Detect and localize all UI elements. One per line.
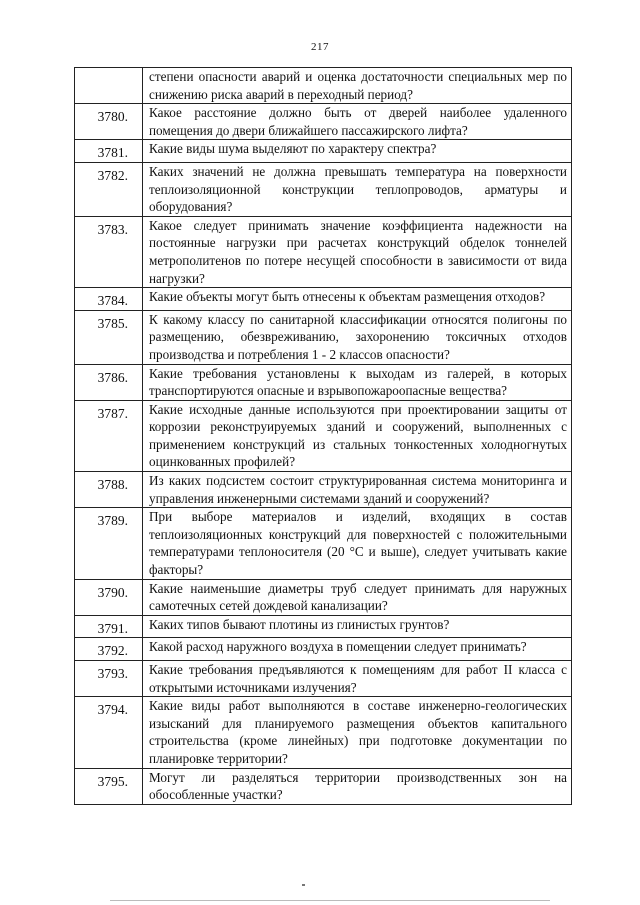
question-number: 3788. bbox=[75, 472, 143, 508]
question-row bbox=[75, 216, 572, 287]
page-edge-line bbox=[110, 900, 550, 901]
question-row bbox=[75, 472, 572, 508]
question-row bbox=[75, 638, 572, 661]
question-text: Какие требования установлены к выходам из галерей, в которых транспортируются опасные и взрывопожароопасные вещества? bbox=[143, 364, 572, 400]
question-text: Какие наименьшие диаметры труб следует принимать для наружных самотечных сетей дождевой канализации? bbox=[143, 579, 572, 615]
question-number: 3790. bbox=[75, 579, 143, 615]
question-row bbox=[75, 310, 572, 364]
question-row bbox=[75, 661, 572, 697]
question-row bbox=[75, 104, 572, 140]
question-text: Какие объекты могут быть отнесены к объектам размещения отходов? bbox=[143, 288, 572, 311]
question-number: 3791. bbox=[75, 615, 143, 638]
question-number: 3785. bbox=[75, 310, 143, 364]
question-text: К какому классу по санитарной классификации относятся полигоны по размещению, обезвреживанию, захоронению токсичных отходов производства и потребления 1 - 2 классов опасности? bbox=[143, 310, 572, 364]
page-number: 217 bbox=[311, 41, 329, 53]
question-row bbox=[75, 162, 572, 216]
scan-mark bbox=[302, 884, 305, 886]
question-number: 3783. bbox=[75, 216, 143, 287]
question-text: Какие требования предъявляются к помещениям для работ II класса с открытыми источниками излучения? bbox=[143, 661, 572, 697]
question-row bbox=[75, 508, 572, 579]
questions-table bbox=[74, 67, 572, 805]
question-row bbox=[75, 768, 572, 804]
question-row bbox=[75, 140, 572, 163]
question-text: Какое следует принимать значение коэффициента надежности на постоянные нагрузки при расчетах конструкций обделок тоннелей метрополитенов по потере несущей способности в зависимости от вида нагрузки? bbox=[143, 216, 572, 287]
question-text: степени опасности аварий и оценка достаточности специальных мер по снижению риска аварий в переходный период? bbox=[143, 68, 572, 104]
question-number: 3780. bbox=[75, 104, 143, 140]
question-row bbox=[75, 364, 572, 400]
question-row bbox=[75, 288, 572, 311]
question-number bbox=[75, 68, 143, 104]
question-text: Могут ли разделяться территории производственных зон на обособленные участки? bbox=[143, 768, 572, 804]
question-number: 3794. bbox=[75, 697, 143, 768]
question-number: 3789. bbox=[75, 508, 143, 579]
question-number: 3786. bbox=[75, 364, 143, 400]
question-text: Какие виды шума выделяют по характеру спектра? bbox=[143, 140, 572, 163]
question-number: 3781. bbox=[75, 140, 143, 163]
question-text: Какое расстояние должно быть от дверей наиболее удаленного помещения до двери ближайшего пассажирского лифта? bbox=[143, 104, 572, 140]
question-text: Какие виды работ выполняются в составе инженерно-геологических изысканий для планируемого размещения объектов капитального строительства (кроме линейных) при подготовке документации по планировке территории? bbox=[143, 697, 572, 768]
question-text: Какой расход наружного воздуха в помещении следует принимать? bbox=[143, 638, 572, 661]
question-text: Каких значений не должна превышать температура на поверхности теплоизоляционной конструкции теплопроводов, арматуры и оборудования? bbox=[143, 162, 572, 216]
question-text: Какие исходные данные используются при проектировании защиты от коррозии реконструируемых зданий и сооружений, выполненных с применением конструкций из стальных тонкостенных холодногнутых оцинкованных профилей? bbox=[143, 400, 572, 471]
question-text: При выборе материалов и изделий, входящих в состав теплоизоляционных конструкций для поверхностей с положительными температурами теплоносителя (20 °С и выше), следует учитывать какие факторы? bbox=[143, 508, 572, 579]
question-number: 3787. bbox=[75, 400, 143, 471]
question-row bbox=[75, 400, 572, 471]
question-row bbox=[75, 615, 572, 638]
question-number: 3792. bbox=[75, 638, 143, 661]
question-number: 3793. bbox=[75, 661, 143, 697]
question-row bbox=[75, 697, 572, 768]
question-number: 3782. bbox=[75, 162, 143, 216]
question-number: 3784. bbox=[75, 288, 143, 311]
questions-table-body bbox=[75, 68, 572, 805]
question-row bbox=[75, 68, 572, 104]
question-row bbox=[75, 579, 572, 615]
question-text: Каких типов бывают плотины из глинистых грунтов? bbox=[143, 615, 572, 638]
question-text: Из каких подсистем состоит структурированная система мониторинга и управления инженерными системами зданий и сооружений? bbox=[143, 472, 572, 508]
question-number: 3795. bbox=[75, 768, 143, 804]
